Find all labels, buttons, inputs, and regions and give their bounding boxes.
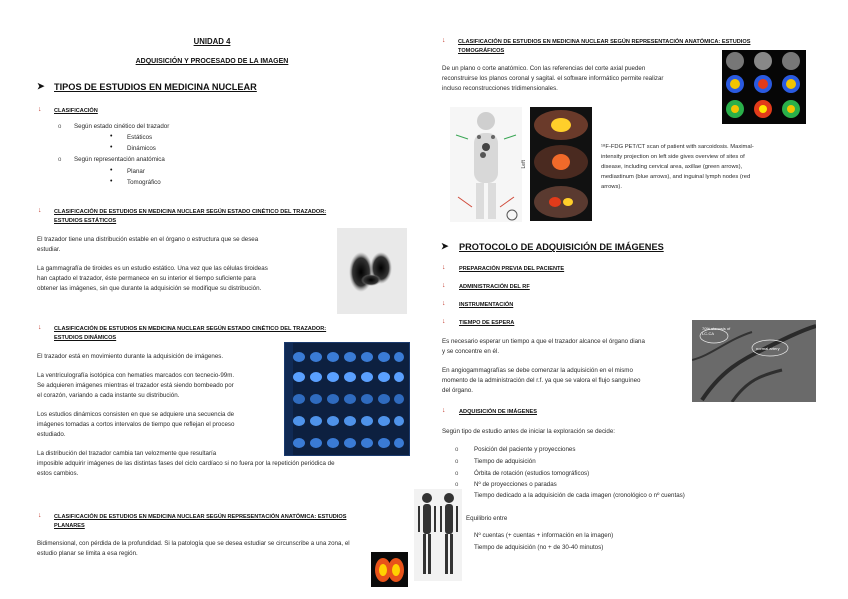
static-p2-l2: han captado el trazador, éste permanece en su interior el tiempo suficiente para — [37, 275, 256, 282]
pin-bullet-icon: ↓ — [442, 264, 446, 271]
planar-p1-l2: estudio planar se limita a esa región. — [37, 550, 138, 557]
angio-label-2: LC-CA — [702, 331, 715, 336]
wait-p1-l2: y se concentre en él. — [442, 348, 500, 355]
dynamic-ventriculography-image — [284, 342, 410, 456]
pet-caption-l4: mediastinum (blue arrows), and inguinal lymph nodes (red — [601, 174, 751, 180]
classification-heading: CLASIFICACIÓN — [54, 108, 98, 114]
tomographic-slices-image — [722, 50, 806, 124]
dynamic-p4-l2: imposible adquirir imágenes de las distintas fases del ciclo cardíaco si no fuera por la repetición periódica de — [37, 460, 335, 467]
circle-bullet-icon: o — [58, 157, 62, 163]
class-item-planar: Planar — [127, 168, 145, 175]
tomo-p1-l1: De un plano o corte anatómico. Con las referencias del corte axial pueden — [442, 65, 646, 72]
dot-bullet-icon: • — [110, 178, 113, 185]
pin-bullet-icon: ↓ — [38, 512, 42, 519]
protocol-item-4: TIEMPO DE ESPERA — [459, 320, 515, 326]
circle-bullet-icon: o — [455, 482, 459, 488]
pin-bullet-icon: ↓ — [442, 300, 446, 307]
acq-item-2: Tiempo de adquisición — [474, 458, 536, 465]
section-title: TIPOS DE ESTUDIOS EN MEDICINA NUCLEAR — [54, 82, 257, 92]
whole-body-scan-image — [414, 489, 462, 581]
dynamic-p2-l3: el corazón, variando a cada instante su distribución. — [37, 392, 180, 399]
tomo-heading-2: TOMOGRÁFICOS — [458, 48, 505, 54]
class-group-1: Según estado cinético del trazador — [74, 123, 170, 130]
circle-bullet-icon: o — [455, 447, 459, 453]
pet-caption-l2: intensity projection on left side gives overview of sites of — [601, 154, 745, 160]
static-heading-2: ESTUDIOS ESTÁTICOS — [54, 218, 117, 224]
arrow-right-icon: ➤ — [37, 81, 45, 91]
tomo-p1-l2: reconstruirse los planos coronal y sagital. el software informático permite realizar — [442, 75, 664, 82]
dynamic-p3-l2: imágenes tomadas a cortos intervalos de tiempo que reflejan el proceso — [37, 421, 235, 428]
pet-side-label: Left — [520, 160, 527, 169]
pet-mip-image — [450, 107, 522, 222]
pet-ct-axial-image — [530, 107, 592, 221]
planar-heading-2: PLANARES — [54, 523, 85, 529]
pin-bullet-icon: ↓ — [38, 207, 42, 214]
arrow-right-icon: ➤ — [441, 241, 449, 251]
unit-title: UNIDAD 4 — [193, 37, 231, 46]
static-heading-1: CLASIFICACIÓN DE ESTUDIOS EN MEDICINA NUCLEAR SEGÚN ESTADO CINÉTICO DEL TRAZADOR: — [54, 209, 327, 215]
dynamic-p3-l1: Los estudios dinámicos consisten en que se adquiere una secuencia de — [37, 411, 235, 418]
wait-p2-l3: del órgano. — [442, 387, 473, 394]
balance-item-1: Nº cuentas (+ cuentas + información en la imagen) — [474, 532, 614, 539]
pin-bullet-icon: ↓ — [38, 106, 42, 113]
planar-thyroid-image — [371, 552, 408, 587]
acquisition-intro: Según tipo de estudio antes de iniciar la exploración se decide: — [442, 428, 616, 435]
static-p1-l1: El trazador tiene una distribución estable en el órgano o estructura que se desea — [37, 236, 259, 243]
angio-label-1: 70% stenosis of — [702, 326, 731, 331]
pin-bullet-icon: ↓ — [38, 324, 42, 331]
class-item-static: Estáticos — [127, 134, 153, 141]
wait-p2-l2: momento de la administración del r.f. ya que se valora el flujo sanguíneo — [442, 377, 641, 384]
dot-bullet-icon: • — [110, 133, 113, 140]
pin-bullet-icon: ↓ — [442, 282, 446, 289]
angio-label-3: normal artery — [756, 346, 780, 351]
class-group-2: Según representación anatómica — [74, 156, 165, 163]
circle-bullet-icon: o — [455, 459, 459, 465]
dynamic-p4-l3: estos cambios. — [37, 470, 79, 477]
pet-caption-l3: disease, including cervical area, axillae (green arrows), — [601, 164, 743, 170]
circle-bullet-icon: o — [58, 124, 62, 130]
pet-caption-l5: arrows). — [601, 184, 622, 190]
pet-caption-l1: ¹⁸F-FDG PET/CT scan of patient with sarcoidosis. Maximal- — [601, 144, 754, 150]
unit-subtitle: ADQUISICIÓN Y PROCESADO DE LA IMAGEN — [135, 58, 289, 65]
static-p1-l2: estudiar. — [37, 246, 61, 253]
protocol-item-2: ADMINISTRACIÓN DEL RF — [459, 284, 530, 290]
planar-heading-1: CLASIFICACIÓN DE ESTUDIOS EN MEDICINA NUCLEAR SEGÚN REPRESENTACIÓN ANATÓMICA: ESTUDIOS — [54, 514, 347, 520]
class-item-dynamic: Dinámicos — [127, 145, 156, 152]
dot-bullet-icon: • — [110, 144, 113, 151]
balance-item-2: Tiempo de adquisición (no + de 30-40 minutos) — [474, 544, 604, 551]
acq-item-4: Nº de proyecciones o paradas — [474, 481, 557, 488]
class-item-tomographic: Tomográfico — [127, 179, 161, 186]
acq-item-3: Órbita de rotación (estudios tomográficos) — [474, 470, 590, 477]
dynamic-p1: El trazador está en movimiento durante la adquisición de imágenes. — [37, 353, 224, 360]
dynamic-p4-l1: La distribución del trazador cambia tan velozmente que resultaría — [37, 450, 217, 457]
dynamic-p2-l1: La ventriculografía isotópica con hematíes marcados con tecnecio-99m. — [37, 372, 235, 379]
acq-item-5: Tiempo dedicado a la adquisición de cada imagen (cronológico o nº cuentas) — [474, 492, 685, 499]
protocol-title: PROTOCOLO DE ADQUISICIÓN DE IMÁGENES — [459, 242, 664, 252]
pin-bullet-icon: ↓ — [442, 37, 446, 44]
static-p2-l1: La gammagrafía de tiroides es un estudio estático. Una vez que las células tiroideas — [37, 265, 268, 272]
dynamic-p3-l3: estudiado. — [37, 431, 66, 438]
thyroid-scan-image — [337, 228, 407, 314]
dot-bullet-icon: • — [110, 167, 113, 174]
acquisition-heading: ADQUISICIÓN DE IMÁGENES — [459, 409, 538, 415]
protocol-item-3: INSTRUMENTACIÓN — [459, 302, 514, 308]
pin-bullet-icon: ↓ — [442, 407, 446, 414]
angiography-image — [692, 320, 816, 402]
wait-p2-l1: En angiogammagrafías se debe comenzar la adquisición en el mismo — [442, 367, 633, 374]
tomo-p1-l3: incluso reconstrucciones tridimensionales. — [442, 85, 558, 92]
dynamic-p2-l2: Se adquieren imágenes mientras el trazador está siendo bombeado por — [37, 382, 234, 389]
planar-p1-l1: Bidimensional, con pérdida de la profundidad. Si la patología que se desea estudiar se circunscribe a una zona, el — [37, 540, 350, 547]
dynamic-heading-2: ESTUDIOS DINÁMICOS — [54, 335, 117, 341]
wait-p1-l1: Es necesario esperar un tiempo a que el trazador alcance el órgano diana — [442, 338, 645, 345]
balance-label: Equilibrio entre — [466, 515, 508, 522]
acq-item-1: Posición del paciente y proyecciones — [474, 446, 576, 453]
static-p2-l3: obtener las imágenes, sin que durante la adquisición se modifique su distribución. — [37, 285, 262, 292]
circle-bullet-icon: o — [455, 471, 459, 477]
tomo-heading-1: CLASIFICACIÓN DE ESTUDIOS EN MEDICINA NUCLEAR SEGÚN REPRESENTACIÓN ANATÓMICA: ESTUDIOS — [458, 39, 751, 45]
protocol-item-1: PREPARACIÓN PREVIA DEL PACIENTE — [459, 266, 565, 272]
dynamic-heading-1: CLASIFICACIÓN DE ESTUDIOS EN MEDICINA NUCLEAR SEGÚN ESTADO CINÉTICO DEL TRAZADOR: — [54, 326, 327, 332]
pin-bullet-icon: ↓ — [442, 318, 446, 325]
